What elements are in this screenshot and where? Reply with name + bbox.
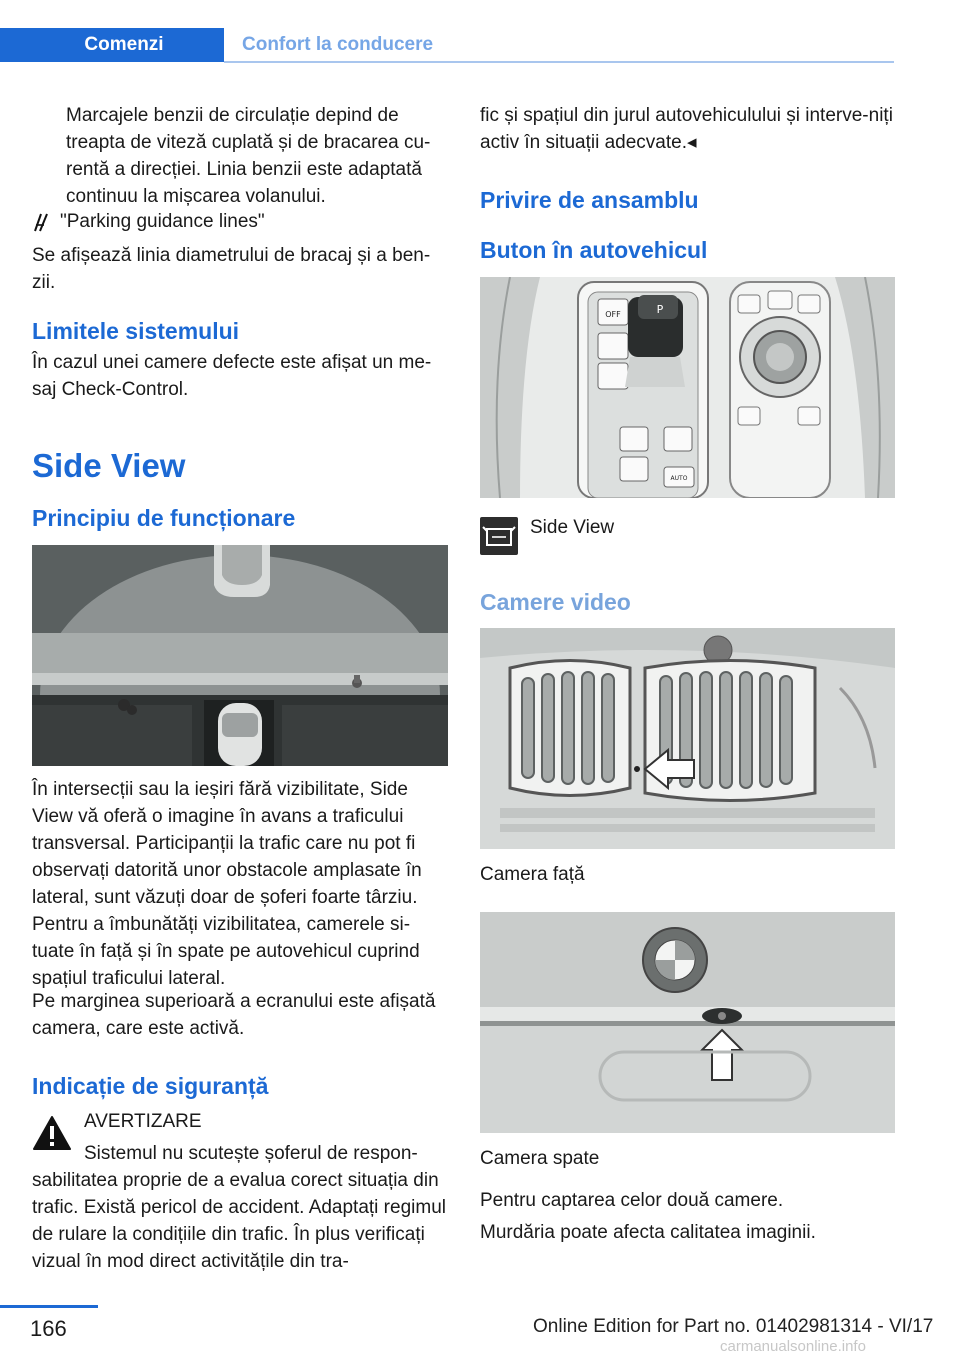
principle-heading: Principiu de funcționare [32, 505, 296, 531]
cameras-paragraph-1: Pentru captarea celor două camere. [480, 1190, 784, 1211]
system-limits-paragraph: În cazul unei camere defecte este afișat un me-saj Check-Control. [32, 352, 432, 400]
rear-camera-caption: Camera spate [480, 1148, 600, 1169]
cameras-heading: Camere video [480, 589, 631, 615]
footer-edition: Online Edition for Part no. 01402981314 - VI/17 [533, 1316, 934, 1337]
side-view-icon [480, 517, 518, 555]
lane-marking-paragraph: Marcajele benzii de circulație depind de treapta de viteză cuplată și de bracarea cu-rentă a direcției. Linia benzii este adaptată continuu la mișcarea volanului. [66, 105, 431, 207]
side-view-heading: Side View [32, 447, 186, 484]
center-console-image [480, 277, 895, 498]
side-view-display-image [32, 545, 448, 766]
overview-heading: Privire de ansamblu [480, 187, 699, 213]
parking-guidance-icon [32, 212, 50, 237]
warning-title: AVERTIZARE [84, 1111, 202, 1132]
cameras-paragraph-2: Murdăria poate afecta calitatea imaginii. [480, 1222, 816, 1243]
side-view-button-label: Side View [530, 517, 615, 538]
vehicle-button-heading: Buton în autovehicul [480, 237, 708, 263]
front-camera-caption: Camera față [480, 864, 585, 885]
warning-first-line: Sistemul nu scutește șoferul de respon- [84, 1143, 418, 1164]
park-button-label: P [656, 303, 664, 316]
page-number: 166 [30, 1316, 67, 1341]
header-rule [224, 61, 894, 63]
watermark: carmanualsonline.info [720, 1338, 866, 1355]
warning-triangle-icon [32, 1115, 72, 1156]
front-camera-image [480, 628, 895, 849]
parking-guidance-paragraph: Se afișează linia diametrului de bracaj și a ben-zii. [32, 245, 431, 293]
warning-paragraph: sabilitatea proprie de a evalua corect situația din trafic. Există pericol de accident. Adaptați regimul de rulare la condițiile din trafic. În plus verificați vizual în mod direct activitățile din tra- [32, 1170, 446, 1272]
principle-paragraph-1: În intersecții sau la ieșiri fără vizibilitate, Side View vă oferă o imagine în avans a traficului transversal. Participanții la trafic care nu pot fi observați datorită unor obstacole amplasate în lateral, sunt văzuți doar de șoferi foarte târziu. Pentru a îmbunătăți vizibilitatea, camerele si-tuate în față și în spate pe autovehicul cuprind spațiul traficului lateral. [32, 779, 422, 989]
header-tab-section[interactable]: Confort la conducere [242, 34, 434, 55]
auto-button-label: AUTO [670, 475, 688, 482]
off-button-label: OFF [605, 310, 621, 319]
parking-guidance-label: "Parking guidance lines" [60, 211, 265, 232]
header-tab-comenzi[interactable]: Comenzi [0, 28, 224, 62]
safety-note-heading: Indicație de siguranță [32, 1073, 269, 1099]
footer-rule [0, 1305, 98, 1308]
principle-paragraph-2: Pe marginea superioară a ecranului este afișată camera, care este activă. [32, 991, 436, 1039]
system-limits-heading: Limitele sistemului [32, 318, 240, 344]
rear-camera-image [480, 912, 895, 1133]
continued-paragraph: fic și spațiul din jurul autovehiculului și interve-niți activ în situații adecvate.◂ [480, 105, 893, 153]
